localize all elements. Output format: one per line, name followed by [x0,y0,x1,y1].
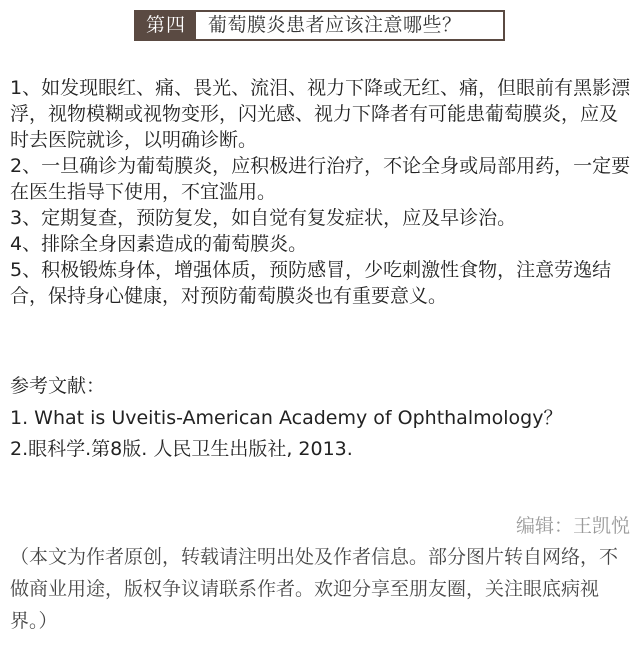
reference-item: 1. What is Uveitis-American Academy of Ophthalmology？ [10,407,563,429]
advice-item: 5、积极锻炼身体，增强体质，预防感冒，少吃刺激性食物，注意劳逸结合，保持身心健康，对预防葡萄膜炎也有重要意义。 [10,259,612,307]
advice-item: 1、如发现眼红、痛、畏光、流泪、视力下降或无红、痛，但眼前有黑影漂浮，视物模糊或视物变形，闪光感、视力下降者有可能患葡萄膜炎，应及时去医院就诊，以明确诊断。 [10,77,631,151]
section-header [134,10,505,41]
section-title: 葡萄膜炎患者应该注意哪些？ [208,14,462,36]
advice-list [10,75,632,309]
advice-item: 2、一旦确诊为葡萄膜炎，应积极进行治疗，不论全身或局部用药，一定要在医生指导下使用，不宜滥用。 [10,155,631,203]
section-number-tag: 第四 [136,12,196,39]
advice-item: 3、定期复查，预防复发，如自觉有复发症状，应及早诊治。 [10,207,517,229]
references-title: 参考文献： [10,375,106,397]
advice-item: 4、排除全身因素造成的葡萄膜炎。 [10,233,308,255]
editor-credit: 编辑：王凯悦 [515,515,630,537]
reference-item: 2.眼科学.第8版. 人民卫生出版社, 2013. [10,438,353,460]
copyright-disclaimer: （本文为作者原创，转载请注明出处及作者信息。部分图片转自网络，不做商业用途，版权争议请联系作者。欢迎分享至朋友圈，关注眼底病视界。） [10,546,619,632]
references-section [10,373,632,465]
